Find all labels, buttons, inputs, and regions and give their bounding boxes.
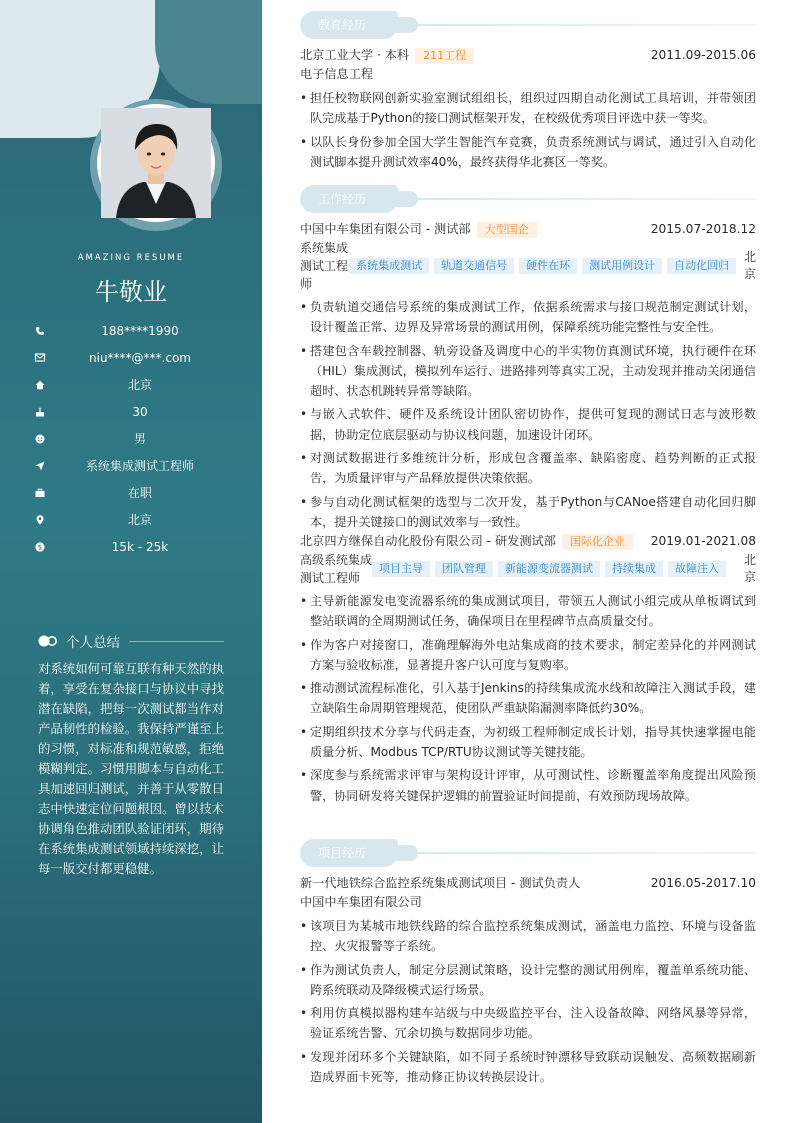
work-date: 2019.01-2021.08 [650,534,756,548]
company-tag: 国际化企业 [562,534,633,550]
divider [412,852,756,854]
school-name: 北京工业大学 · 本科 [300,48,410,62]
divider [412,24,756,26]
decor-shape [155,0,262,104]
summary-header [38,632,224,650]
work-location: 北京 [743,553,756,584]
work-date: 2015.07-2018.12 [650,222,756,236]
skill-tag: 项目主导 [372,561,430,577]
contact-info-list [34,317,230,560]
target-position-value: 系统集成测试工程师 [85,459,194,473]
section-title: 项目经历 [300,839,398,867]
svg-text:$: $ [37,542,43,551]
list-item: • 搭建包含车载控制器、轨旁设备及调度中心的半实物仿真测试环境，执行硬件在环（HIL）集成测试，模拟列车运行、进路排列等真实工况，主动发现并推动关闭通信超时、状态机跳转异常等缺陷。 [300,341,756,402]
skill-tags [372,561,736,577]
section-title: 工作经历 [300,185,398,213]
education-entry [300,46,756,175]
position-title: 高级系统集成测试工程师 [300,553,373,585]
skill-tag: 团队管理 [435,561,493,577]
candidate-name: 牛敬业 [95,278,167,306]
section-header-project [300,839,756,867]
summary-title: 个人总结 [66,635,120,651]
phone-icon [34,325,46,337]
avatar [97,104,215,222]
position-row [300,551,756,587]
briefcase-icon [34,487,46,499]
skill-tag: 系统集成测试 [349,258,429,274]
gender-value: 男 [133,432,146,446]
list-item: • 发现并闭环多个关键缺陷，如不同子系统时钟漂移导致联动误触发、高频数据刷新造成界面卡死等，推动修正协议转换层设计。 [300,1047,756,1088]
skill-tag: 持续集成 [605,561,663,577]
age-value: 30 [132,404,148,419]
company-tag: 大型国企 [477,222,537,238]
section-header-education [300,11,756,39]
position-title: 系统集成测试工程师 [300,241,349,291]
education-date: 2011.09-2015.06 [650,48,756,62]
cake-icon [34,406,46,418]
list-item: • 与嵌入式软件、硬件及系统设计团队密切协作，提供可复现的测试日志与波形数据，协助定位底层驱动与协议栈问题，加速设计闭环。 [300,404,756,445]
list-item: • 推动测试流程标准化，引入基于Jenkins的持续集成流水线和故障注入测试手段，建立缺陷生命周期管理规范，使团队严重缺陷漏测率降低约30%。 [300,678,756,719]
skill-tag: 测试用例设计 [582,258,662,274]
project-org: 中国中车集团有限公司 [300,895,422,909]
info-target-position [34,452,230,479]
info-location [34,506,230,533]
summary-text: 对系统如何可靠互联有种天然的执着，享受在复杂接口与协议中寻找潜在缺陷，把每一次测试都当作对产品韧性的检验。我保持严谨至上的习惯，对标准和规范敏感，拒绝模糊判定。习惯用脚本与自动化工具加速回归测试，并善于从零散日志中快速定位问题根因。曾以技术协调角色推动团队验证闭环，期待在系统集成测试领域持续深挖，让每一版交付都更稳健。 [38,661,224,876]
email-value: niu****@***.com [89,350,191,365]
project-entry [300,874,756,1090]
gender-icon [34,433,46,445]
info-age [34,398,230,425]
info-status [34,479,230,506]
mail-icon [34,352,46,364]
position-row [300,239,756,293]
info-home [34,371,230,398]
salary-icon [34,541,46,553]
work-entry [300,220,756,535]
send-icon [34,460,46,472]
list-item: • 利用仿真模拟器构建车站级与中央级监控平台，注入设备故障、网络风暴等异常，验证系统告警、冗余切换与数据同步功能。 [300,1003,756,1044]
skill-tag: 新能源变流器测试 [498,561,600,577]
skill-tags [349,258,741,274]
school-tag: 211工程 [415,48,474,64]
list-item: • 深度参与系统需求评审与架构设计评审，从可测试性、诊断覆盖率角度提出风险预警，协同研发将关键保护逻辑的前置验证时间提前，有效预防现场故障。 [300,765,756,806]
company-name: 北京四方继保自动化股份有限公司 - 研发测试部 [300,534,556,548]
list-item: • 该项目为某城市地铁线路的综合监控系统集成测试，涵盖电力监控、环境与设备监控、火灾报警等子系统。 [300,916,756,957]
work-entry [300,532,756,809]
status-value: 在职 [127,486,152,500]
skill-tag: 故障注入 [668,561,726,577]
list-item: • 以队长身份参加全国大学生智能汽车竞赛，负责系统测试与调试，通过引入自动化测试脚本提升测试效率40%，最终获得华北赛区一等奖。 [300,132,756,173]
divider [129,641,224,642]
skill-tag: 自动化回归 [667,258,736,274]
list-item: • 定期组织技术分享与代码走查，为初级工程师制定成长计划，指导其快速掌握电能质量分析、Modbus TCP/RTU协议测试等关键技能。 [300,722,756,763]
avatar-photo [101,108,211,218]
info-phone [34,317,230,344]
resume-label: AMAZING RESUME [77,253,185,263]
divider [412,198,756,200]
info-salary [34,533,230,560]
home-icon [34,379,46,391]
info-gender [34,425,230,452]
phone-value: 188****1990 [101,323,179,338]
salary-value: 15k - 25k [111,539,169,554]
skill-tag: 轨道交通信号 [434,258,514,274]
project-name: 新一代地铁综合监控系统集成测试项目 - 测试负责人 [300,876,581,890]
skill-tag: 硬件在环 [519,258,577,274]
list-item: • 负责轨道交通信号系统的集成测试工作，依据系统需求与接口规范制定测试计划，设计覆盖正常、边界及异常场景的测试用例，保障系统功能完整性与安全性。 [300,297,756,338]
hometown-value: 北京 [127,378,152,392]
location-icon [34,514,46,526]
section-header-work [300,185,756,213]
work-location: 北京 [743,250,756,281]
project-date: 2016.05-2017.10 [650,876,756,890]
list-item: • 作为测试负责人，制定分层测试策略，设计完整的测试用例库，覆盖单系统功能、跨系统联动及降级模式运行场景。 [300,960,756,1001]
sidebar [0,0,262,1123]
major: 电子信息工程 [300,67,374,81]
list-item: • 对测试数据进行多维统计分析，形成包含覆盖率、缺陷密度、趋势判断的正式报告，为质量评审与产品释放提供决策依据。 [300,448,756,489]
summary-toggle-icon [38,632,58,651]
list-item: • 担任校物联网创新实验室测试组组长，组织过四期自动化测试工具培训，并带领团队完成基于Python的接口测试框架开发，在校级优秀项目评选中获一等奖。 [300,88,756,129]
location-value: 北京 [127,513,152,527]
list-item: • 作为客户对接窗口，准确理解海外电站集成商的技术要求，制定差异化的并网测试方案与验收标准，显著提升客户认可度与复购率。 [300,635,756,676]
info-email [34,344,230,371]
list-item: • 参与自动化测试框架的选型与二次开发，基于Python与CANoe搭建自动化回归脚本，提升关键接口的测试效率与一致性。 [300,492,756,533]
company-name: 中国中车集团有限公司 - 测试部 [300,222,471,236]
section-title: 教育经历 [300,11,398,39]
list-item: • 主导新能源发电变流器系统的集成测试项目，带领五人测试小组完成从单板调试到整站联调的全周期测试任务，确保项目在里程碑节点高质量交付。 [300,591,756,632]
